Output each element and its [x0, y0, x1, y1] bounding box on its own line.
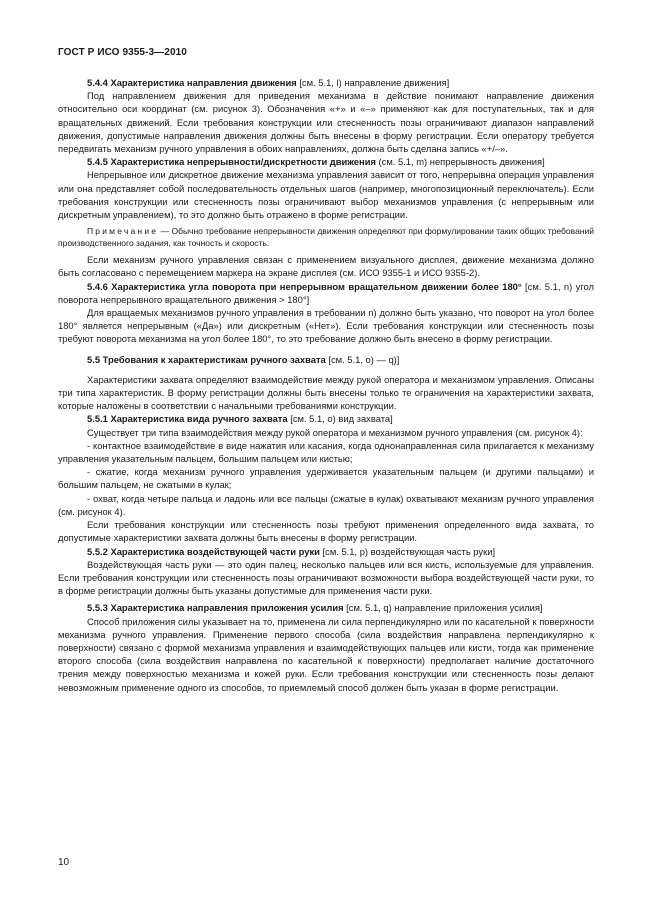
paragraph: Если механизм ручного управления связан с применением визуального дисплея, движение механизма должно быть согласовано с перемещением маркера на экране дисплея (см. ИСО 9355-1 и ИСО 9355-2). [58, 254, 594, 279]
section-heading-5-4-5: 5.4.5 Характеристика непрерывности/дискретности движения (см. 5.1, m) непрерывность движения] [87, 156, 545, 168]
page-number: 10 [58, 857, 70, 868]
paragraph: Непрерывное или дискретное движение механизма управления зависит от того, непрерывна операция управления или она представляет собой последовательность отдельных шагов (например, многопозиционный переключатель). Если требования конструкции или стесненность позы ограничивают выбор механизмов управления (с непрерывным или дискретным управлением), то это должно быть отражено в форме регистрации. [58, 169, 594, 221]
paragraph: Для вращаемых механизмов ручного управления в требовании n) должно быть указано, что поворот на угол более 180° является непрерывным («Да») или дискретным («Нет»). Если требования конструкции или стесненность позы требуют поворота механизма на угол более 180°, то это требование должно быть внесено в форму регистрации. [58, 307, 594, 345]
paragraph: Воздействующая часть руки — это один палец, несколько пальцев или вся кисть, используемые для управления. Если требования конструкции или стесненность позы ограничивают возможности выбора воздействующей части руки, то в форме регистрации должны быть указаны допустимые для применения части руки. [58, 558, 594, 597]
section-heading-5-5-2: 5.5.2 Характеристика воздействующей части руки [см. 5.1, p) воздействующая часть руки] [87, 545, 496, 557]
section-heading-5-4-4: 5.4.4 Характеристика направления движения [см. 5.1, l) направление движения] [87, 77, 450, 88]
document-body [58, 76, 594, 694]
document-header: ГОСТ Р ИСО 9355-3—2010 [58, 47, 187, 58]
paragraph: Если требования конструкции или стесненность позы требуют применения определенного вида захвата, то допустимые характеристики захвата должны быть внесены в форму регистрации. [58, 519, 594, 544]
list-item: - сжатие, когда механизм ручного управления удерживается указательным пальцем (и другими пальцами) и большим пальцем, не сжатыми в кулак; [58, 466, 594, 491]
list-item: - охват, когда четыре пальца и ладонь или все пальцы (сжатые в кулак) охватывают механизм ручного управления (см. рисунок 4). [58, 492, 594, 517]
paragraph: Способ приложения силы указывает на то, применена ли сила перпендикулярно или по касательной к поверхности механизма ручного управления. Применение первого способа (сила воздействия направлена перпендикулярно к поверхности) связано с формой механизма управления и взаимодействующих пальцев или кисти, тогда как применение второго способа (сила воздействия направлена по касательной к поверхности) предполагает наличие достаточного трения между поверхностью механизма и кожей руки. Если требования конструкции или стесненность позы делают невозможным применение одного из способов, то приемлемый способ должен быть указан в форме регистрации. [58, 615, 594, 693]
section-heading-5-5-3: 5.5.3 Характеристика направления приложения усилия [см. 5.1, q) направление приложения усилия] [87, 602, 543, 614]
note: Примечание — Обычно требование непрерывности движения определяют при формулировании таких общих требований производственного задания, как точность и скорость. [58, 226, 594, 249]
section-heading-5-4-6: 5.4.6 Характеристика угла поворота при непрерывном вращательном движении более 180° [см. 5.1, n) угол поворота непрерывного вращательного движения > 180°] [58, 280, 594, 305]
paragraph: Существует три типа взаимодействия между рукой оператора и механизмом ручного управления (см. рисунок 4): [87, 426, 583, 438]
section-heading-5-5: 5.5 Требования к характеристикам ручного захвата [см. 5.1, o) — q)] [87, 353, 400, 365]
section-heading-5-5-1: 5.5.1 Характеристика вида ручного захвата [см. 5.1, o) вид захвата] [87, 413, 393, 425]
paragraph: Характеристики захвата определяют взаимодействие между рукой оператора и механизмом управления. Описаны три типа характеристик. В форму регистрации должны быть внесены только те ограничения на характеристики захвата, которые наложены в соответствии с начальными требованиями конструкции. [58, 373, 594, 412]
list-item: - контактное взаимодействие в виде нажатия или касания, когда однонаправленная сила прилагается к механизму управления указательным пальцем, большим пальцем или кистью; [58, 439, 594, 465]
paragraph: Под направлением движения для приведения механизма в действие понимают направление движения относительно оси координат (см. рисунок 3). Обозначения «+» и «–» применяют как для поступательных, так и для вращательных движений. Если требования конструкции или стесненность позы ограничивают диапазон направлений движения, допустимые направления движения должны быть внесены в форму регистрации. Если оператору требуется передвигать механизм ручного управления в обоих направлениях, должна быть сделана запись «+/–». [58, 90, 594, 155]
